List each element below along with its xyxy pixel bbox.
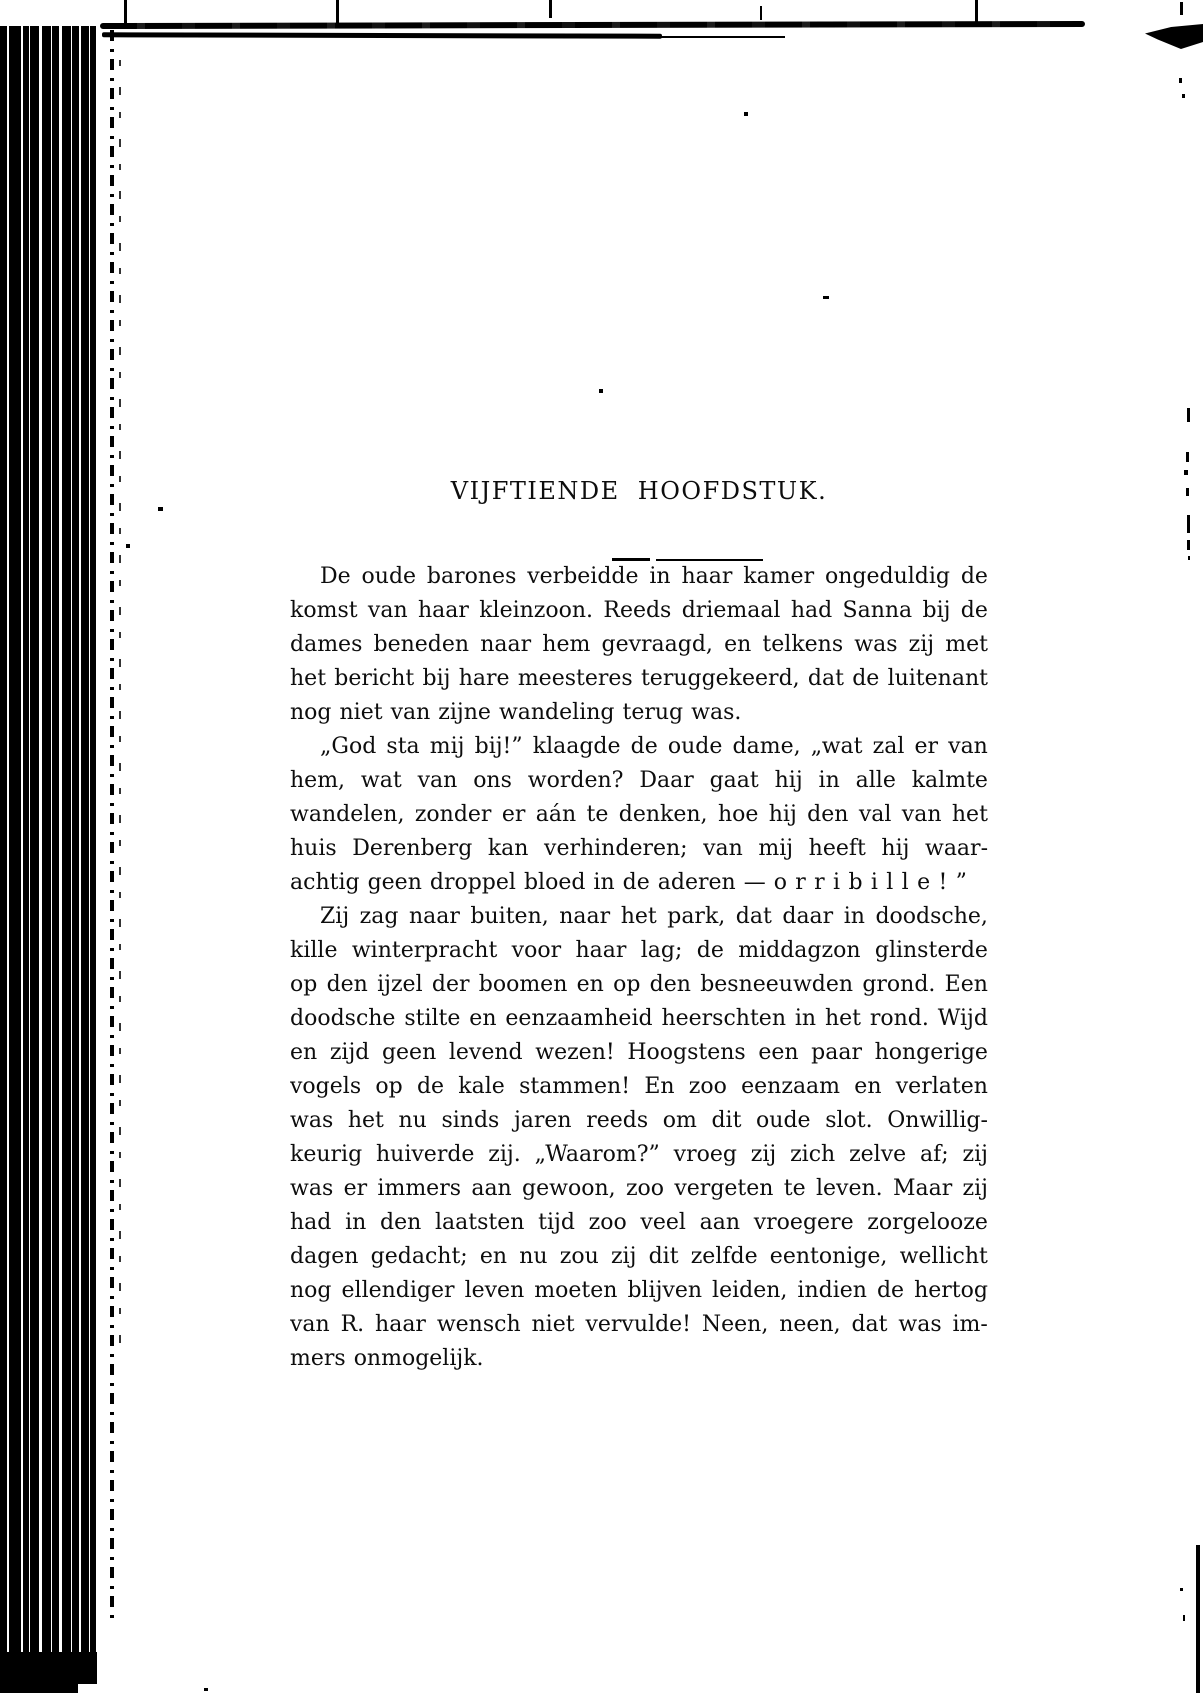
text-line: nog niet van zijne wandeling terug was. xyxy=(290,700,742,725)
ink-speck xyxy=(126,544,130,548)
edge-speck xyxy=(1187,515,1190,533)
ink-speck xyxy=(158,507,163,511)
ink-speck xyxy=(204,1688,208,1691)
text-line: De oude barones verbeidde in haar kamer ongeduldig de xyxy=(320,564,988,589)
edge-speck xyxy=(1186,452,1189,462)
edge-speck xyxy=(1183,1615,1185,1621)
text-line: dames beneden naar hem gevraagd, en telkens was zij met xyxy=(290,632,988,657)
text-line: „God sta mij bij!” klaagde de oude dame, „wat zal er van xyxy=(320,734,988,759)
top-edge-tick xyxy=(124,0,127,23)
corner-ink-blob xyxy=(1145,24,1203,49)
page-right-edge-line xyxy=(1196,1545,1200,1693)
top-edge-tick xyxy=(336,0,339,23)
page-top-edge-line-tail xyxy=(655,36,785,38)
page-top-edge-line xyxy=(100,21,1085,29)
text-line: dagen gedacht; en nu zou zij dit zelfde eentonige, wellicht xyxy=(290,1244,988,1269)
text-line: was het nu sinds jaren reeds om dit oude slot. Onwillig- xyxy=(290,1108,988,1133)
text-line: huis Derenberg kan verhinderen; van mij heeft hij waar- xyxy=(290,836,988,861)
binding-shadow-strip xyxy=(0,26,96,1666)
text-line: had in den laatsten tijd zoo veel aan vroegere zorgelooze xyxy=(290,1210,988,1235)
edge-speck xyxy=(1180,2,1183,15)
edge-speck xyxy=(1187,408,1190,422)
text-line: nog ellendiger leven moeten blijven leiden, indien de hertog xyxy=(290,1278,988,1303)
edge-speck xyxy=(1187,540,1190,550)
edge-speck xyxy=(1188,556,1190,560)
text-line: kille winterpracht voor haar lag; de middagzon glinsterde xyxy=(290,938,988,963)
ink-speck xyxy=(744,112,748,116)
text-line: wandelen, zonder er aán te denken, hoe hij den val van het xyxy=(290,802,988,827)
gutter-crease-line xyxy=(110,30,114,1622)
top-edge-tick xyxy=(760,6,762,20)
ink-speck xyxy=(823,296,829,299)
edge-speck xyxy=(1179,78,1182,83)
text-line: van R. haar wensch niet vervulde! Neen, neen, dat was im- xyxy=(290,1312,988,1337)
binding-foot-edge xyxy=(0,1680,78,1693)
edge-speck xyxy=(1184,470,1188,475)
edge-speck xyxy=(1180,1588,1183,1591)
page-top-edge-line-lower xyxy=(102,32,662,38)
ink-speck xyxy=(599,389,603,393)
top-edge-tick xyxy=(975,0,978,23)
text-line: en zijd geen levend wezen! Hoogstens een paar hongerige xyxy=(290,1040,988,1065)
edge-speck xyxy=(1182,94,1185,98)
body-text xyxy=(290,560,988,1376)
text-line: mers onmogelijk. xyxy=(290,1346,484,1371)
text-line: op den ijzel der boomen en op den besneeuwden grond. Een xyxy=(290,972,988,997)
text-line: vogels op de kale stammen! En zoo eenzaam en verlaten xyxy=(290,1074,988,1099)
text-line: keurig huiverde zij. „Waarom?” vroeg zij zich zelve af; zij xyxy=(290,1142,988,1167)
gutter-crease-line-faint xyxy=(119,60,121,1360)
text-line: het bericht bij hare meesteres teruggekeerd, dat de luitenant xyxy=(290,666,988,691)
text-line: hem, wat van ons worden? Daar gaat hij in alle kalmte xyxy=(290,768,988,793)
text-line: was er immers aan gewoon, zoo vergeten te leven. Maar zij xyxy=(290,1176,988,1201)
edge-speck xyxy=(1186,488,1189,496)
text-line: Zij zag naar buiten, naar het park, dat daar in doodsche, xyxy=(320,904,988,929)
chapter-title: VIJFTIENDE HOOFDSTUK. xyxy=(450,477,828,505)
text-line: achtig geen droppel bloed in de aderen — orribille!” xyxy=(290,870,976,895)
text-line: komst van haar kleinzoon. Reeds driemaal had Sanna bij de xyxy=(290,598,988,623)
text-line: doodsche stilte en eenzaamheid heerschten in het rond. Wijd xyxy=(290,1006,988,1031)
top-edge-tick xyxy=(549,0,552,18)
